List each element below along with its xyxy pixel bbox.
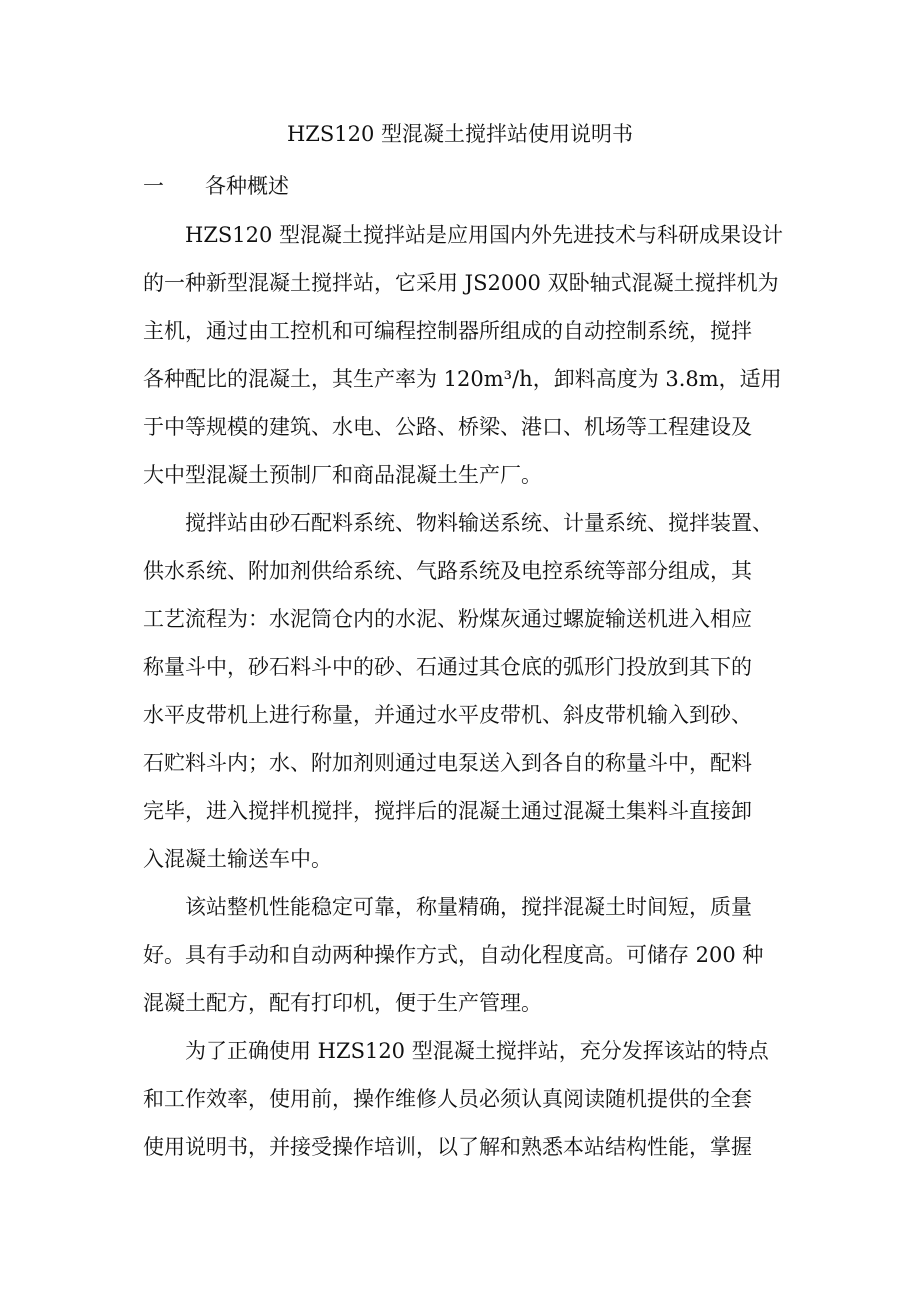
section-number: 一: [143, 174, 164, 198]
paragraph-line: 工艺流程为：水泥筒仓内的水泥、粉煤灰通过螺旋输送机进入相应: [143, 607, 752, 631]
paragraph-line: 供水系统、附加剂供给系统、气路系统及电控系统等部分组成，其: [143, 559, 752, 583]
paragraph-line: 好。具有手动和自动两种操作方式，自动化程度高。可储存 200 种: [143, 943, 764, 967]
paragraph-line: 水平皮带机上进行称量，并通过水平皮带机、斜皮带机输入到砂、: [143, 703, 752, 727]
paragraph-line: 完毕，进入搅拌机搅拌，搅拌后的混凝土通过混凝土集料斗直接卸: [143, 799, 752, 823]
paragraph-line: 混凝土配方，配有打印机，便于生产管理。: [143, 991, 542, 1015]
section-heading: [143, 171, 289, 201]
paragraph-line: HZS120 型混凝土搅拌站是应用国内外先进技术与科研成果设计: [185, 223, 783, 247]
section-title: 各种概述: [205, 174, 289, 198]
paragraph-line: 搅拌站由砂石配料系统、物料输送系统、计量系统、搅拌装置、: [185, 511, 773, 535]
paragraph-line: 称量斗中，砂石料斗中的砂、石通过其仓底的弧形门投放到其下的: [143, 655, 752, 679]
paragraph-line: 为了正确使用 HZS120 型混凝土搅拌站，充分发挥该站的特点: [185, 1039, 769, 1063]
paragraph-line: 大中型混凝土预制厂和商品混凝土生产厂。: [143, 463, 542, 487]
paragraph-line: 石贮料斗内；水、附加剂则通过电泵送入到各自的称量斗中，配料: [143, 751, 752, 775]
paragraph-line: 和工作效率，使用前，操作维修人员必须认真阅读随机提供的全套: [143, 1087, 752, 1111]
paragraph-line: 的一种新型混凝土搅拌站，它采用 JS2000 双卧轴式混凝土搅拌机为: [143, 271, 779, 295]
paragraph-line: 该站整机性能稳定可靠，称量精确，搅拌混凝土时间短，质量: [185, 895, 752, 919]
paragraph-line: 入混凝土输送车中。: [143, 847, 332, 871]
paragraph-line: 使用说明书，并接受操作培训，以了解和熟悉本站结构性能，掌握: [143, 1135, 752, 1159]
paragraph-line: 各种配比的混凝土，其生产率为 120m³/h，卸料高度为 3.8m，适用: [143, 367, 782, 391]
document-title: HZS120 型混凝土搅拌站使用说明书: [286, 122, 634, 146]
paragraph-line: 于中等规模的建筑、水电、公路、桥梁、港口、机场等工程建设及: [143, 415, 752, 439]
paragraph-line: 主机，通过由工控机和可编程控制器所组成的自动控制系统，搅拌: [143, 319, 752, 343]
